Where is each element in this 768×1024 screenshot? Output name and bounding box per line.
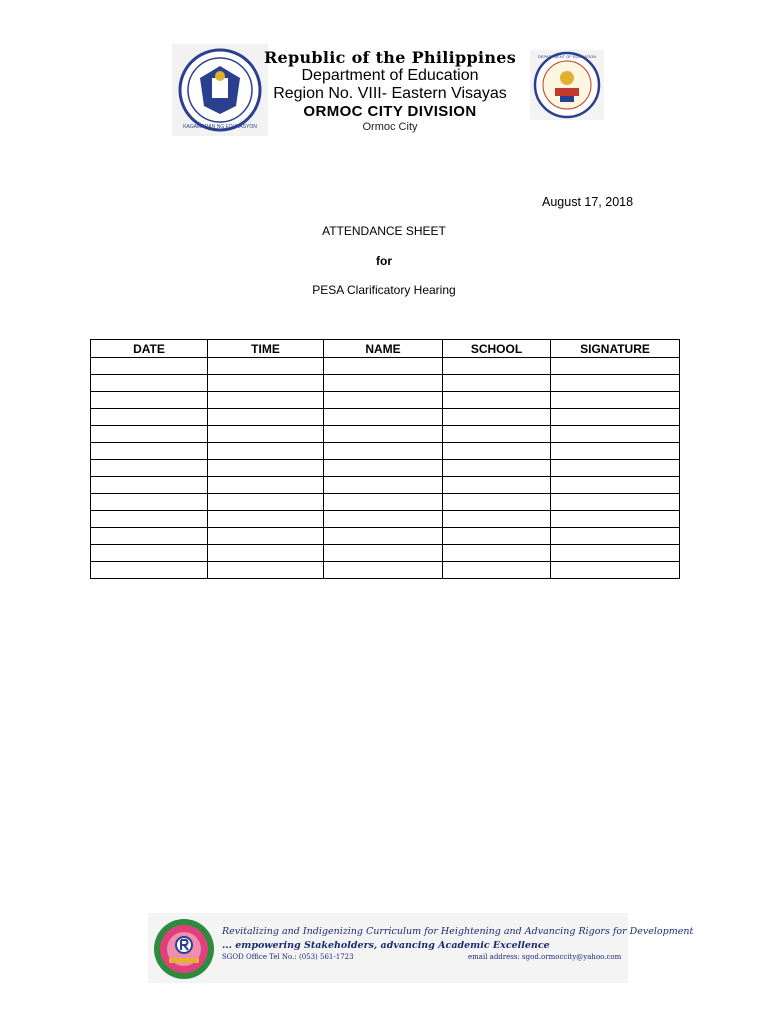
footer-email: email address: sgod.ormoccity@yahoo.com: [468, 953, 622, 961]
table-cell-school: [443, 511, 551, 528]
table-cell-signature: [551, 511, 680, 528]
table-cell-time: [208, 409, 324, 426]
attendance-table: [90, 339, 680, 579]
footer-office-tel: SGOD Office Tel No.: (053) 561-1723: [222, 953, 354, 961]
table-cell-date: [91, 358, 208, 375]
table-cell-time: [208, 545, 324, 562]
table-cell-date: [91, 494, 208, 511]
table-cell-name: [324, 511, 443, 528]
table-cell-date: [91, 426, 208, 443]
table-cell-signature: [551, 545, 680, 562]
table-cell-date: [91, 392, 208, 409]
column-header-name: NAME: [324, 340, 443, 358]
column-header-time: TIME: [208, 340, 324, 358]
table-row: [91, 443, 680, 460]
table-cell-name: [324, 443, 443, 460]
footer-tagline: ... empowering Stakeholders, advancing Academic Excellence: [222, 940, 550, 951]
table-cell-name: [324, 528, 443, 545]
table-cell-date: [91, 528, 208, 545]
table-cell-school: [443, 460, 551, 477]
table-cell-name: [324, 358, 443, 375]
table-cell-time: [208, 494, 324, 511]
table-row: [91, 477, 680, 494]
table-cell-school: [443, 375, 551, 392]
document-title: ATTENDANCE SHEET: [322, 224, 446, 238]
table-cell-name: [324, 375, 443, 392]
riches-footer-logo: [153, 918, 215, 980]
table-cell-school: [443, 545, 551, 562]
column-header-school: SCHOOL: [443, 340, 551, 358]
table-cell-signature: [551, 409, 680, 426]
table-cell-date: [91, 460, 208, 477]
table-cell-time: [208, 511, 324, 528]
table-row: [91, 460, 680, 477]
column-header-date: DATE: [91, 340, 208, 358]
table-cell-time: [208, 460, 324, 477]
table-cell-signature: [551, 375, 680, 392]
document-title-for: for: [376, 254, 392, 268]
table-cell-date: [91, 409, 208, 426]
table-cell-time: [208, 358, 324, 375]
table-row: [91, 409, 680, 426]
table-cell-name: [324, 477, 443, 494]
table-cell-time: [208, 375, 324, 392]
table-cell-signature: [551, 494, 680, 511]
table-cell-school: [443, 528, 551, 545]
table-cell-signature: [551, 443, 680, 460]
table-cell-signature: [551, 562, 680, 579]
table-row: [91, 358, 680, 375]
table-cell-school: [443, 494, 551, 511]
table-row: [91, 426, 680, 443]
table-cell-signature: [551, 460, 680, 477]
table-row: [91, 545, 680, 562]
table-cell-time: [208, 443, 324, 460]
table-row: [91, 528, 680, 545]
left-seal-text: KAGAWARAN NG EDUKASYON: [183, 124, 257, 130]
table-cell-school: [443, 409, 551, 426]
table-cell-signature: [551, 358, 680, 375]
table-cell-signature: [551, 426, 680, 443]
table-cell-time: [208, 426, 324, 443]
table-header-row: [91, 340, 680, 358]
table-cell-school: [443, 562, 551, 579]
table-cell-name: [324, 562, 443, 579]
table-cell-school: [443, 477, 551, 494]
table-cell-date: [91, 562, 208, 579]
table-row: [91, 511, 680, 528]
document-subtitle: PESA Clarificatory Hearing: [312, 283, 456, 297]
table-row: [91, 392, 680, 409]
table-cell-time: [208, 477, 324, 494]
attendance-table-body: [91, 358, 680, 579]
document-date: August 17, 2018: [542, 195, 634, 209]
table-cell-time: [208, 392, 324, 409]
header-city: Ormoc City: [362, 121, 418, 133]
table-cell-date: [91, 443, 208, 460]
table-cell-name: [324, 426, 443, 443]
table-row: [91, 562, 680, 579]
header-department: Department of Education: [301, 67, 479, 84]
table-cell-name: [324, 494, 443, 511]
header-region: Region No. VIII- Eastern Visayas: [273, 85, 507, 102]
header-division: ORMOC CITY DIVISION: [303, 103, 477, 120]
table-cell-signature: [551, 477, 680, 494]
table-cell-school: [443, 426, 551, 443]
table-row: [91, 494, 680, 511]
table-cell-name: [324, 392, 443, 409]
table-row: [91, 375, 680, 392]
right-seal-text: DEPARTMENT OF EDUCATION: [537, 54, 597, 59]
table-cell-school: [443, 392, 551, 409]
table-cell-signature: [551, 392, 680, 409]
table-cell-date: [91, 545, 208, 562]
column-header-signature: SIGNATURE: [551, 340, 680, 358]
table-cell-school: [443, 443, 551, 460]
table-cell-school: [443, 358, 551, 375]
table-cell-name: [324, 460, 443, 477]
division-seal-logo: [530, 50, 604, 120]
table-cell-date: [91, 477, 208, 494]
table-cell-date: [91, 511, 208, 528]
footer-motto: Revitalizing and Indigenizing Curriculum for Heightening and Advancing Rigors for Development: [222, 926, 694, 937]
table-cell-time: [208, 562, 324, 579]
header-republic: Republic of the Philippines: [263, 48, 517, 67]
table-cell-time: [208, 528, 324, 545]
table-cell-name: [324, 409, 443, 426]
table-cell-signature: [551, 528, 680, 545]
table-cell-date: [91, 375, 208, 392]
table-cell-name: [324, 545, 443, 562]
